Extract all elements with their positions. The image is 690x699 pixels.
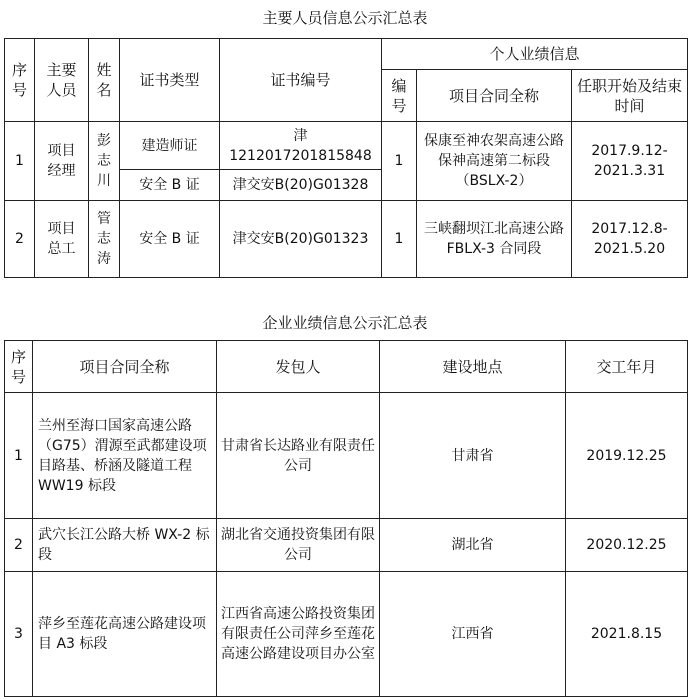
row-1-completion-date: 2019.12.25 <box>566 393 688 519</box>
row-2-project: 武穴长江公路大桥 WX-2 标段 <box>33 519 217 572</box>
header-location: 建设地点 <box>380 341 566 393</box>
row-1-seq: 1 <box>5 393 33 519</box>
row-3-project: 萍乡至莲花高速公路建设项目 A3 标段 <box>33 572 217 697</box>
header-project-name: 项目合同全称 <box>33 341 217 393</box>
row-1-cert1-no: 津 1212017201815848 <box>220 122 382 170</box>
header-personal-performance: 个人业绩信息 <box>382 39 688 70</box>
row-3-seq: 3 <box>5 572 33 697</box>
row-2-seq: 2 <box>5 519 33 572</box>
row-2-name: 管志涛 <box>89 201 120 278</box>
row-2-project: 三峡翻坝江北高速公路 FBLX-3 合同段 <box>417 201 572 278</box>
row-3-completion-date: 2021.8.15 <box>566 572 688 697</box>
header-completion-date: 交工年月 <box>566 341 688 393</box>
header-tenure: 任职开始及结束时间 <box>572 70 688 122</box>
header-cert-type: 证书类型 <box>120 39 220 122</box>
row-1-name: 彭志川 <box>89 122 120 201</box>
row-1-tenure: 2017.9.12-2021.3.31 <box>572 122 688 201</box>
row-2-cert-type: 安全 B 证 <box>120 201 220 278</box>
header-cert-no: 证书编号 <box>220 39 382 122</box>
row-2-seq: 2 <box>5 201 35 278</box>
header-project-name: 项目合同全称 <box>417 70 572 122</box>
row-2-perf-no: 1 <box>382 201 417 278</box>
row-1-project: 兰州至海口国家高速公路（G75）渭源至武都建设项目路基、桥涵及隧道工程 WW19 标段 <box>33 393 217 519</box>
header-seq: 序号 <box>5 341 33 393</box>
row-1-role: 项目经理 <box>35 122 89 201</box>
row-2-cert-no: 津交安B(20)G01323 <box>220 201 382 278</box>
row-1-cert2-no: 津交安B(20)G01328 <box>220 170 382 201</box>
row-1-location: 甘肃省 <box>380 393 566 519</box>
header-name: 姓名 <box>89 39 120 122</box>
row-1-seq: 1 <box>5 122 35 201</box>
row-1-client: 甘肃省长达路业有限责任公司 <box>217 393 380 519</box>
company-table-title: 企业业绩信息公示汇总表 <box>262 314 428 332</box>
row-2-completion-date: 2020.12.25 <box>566 519 688 572</box>
row-2-role: 项目总工 <box>35 201 89 278</box>
header-client: 发包人 <box>217 341 380 393</box>
row-2-location: 湖北省 <box>380 519 566 572</box>
company-performance-table <box>4 340 688 697</box>
row-2-tenure: 2017.12.8-2021.5.20 <box>572 201 688 278</box>
row-1-cert2-type: 安全 B 证 <box>120 170 220 201</box>
header-perf-no: 编号 <box>382 70 417 122</box>
row-2-client: 湖北省交通投资集团有限公司 <box>217 519 380 572</box>
personnel-table <box>4 38 688 278</box>
header-role: 主要人员 <box>35 39 89 122</box>
row-1-cert1-type: 建造师证 <box>120 122 220 170</box>
header-seq: 序号 <box>5 39 35 122</box>
row-1-project: 保康至神农架高速公路保神高速第二标段（BSLX-2） <box>417 122 572 201</box>
row-3-location: 江西省 <box>380 572 566 697</box>
row-3-client: 江西省高速公路投资集团有限责任公司萍乡至莲花高速公路建设项目办公室 <box>217 572 380 697</box>
row-1-perf-no: 1 <box>382 122 417 201</box>
personnel-table-title: 主要人员信息公示汇总表 <box>262 9 428 27</box>
